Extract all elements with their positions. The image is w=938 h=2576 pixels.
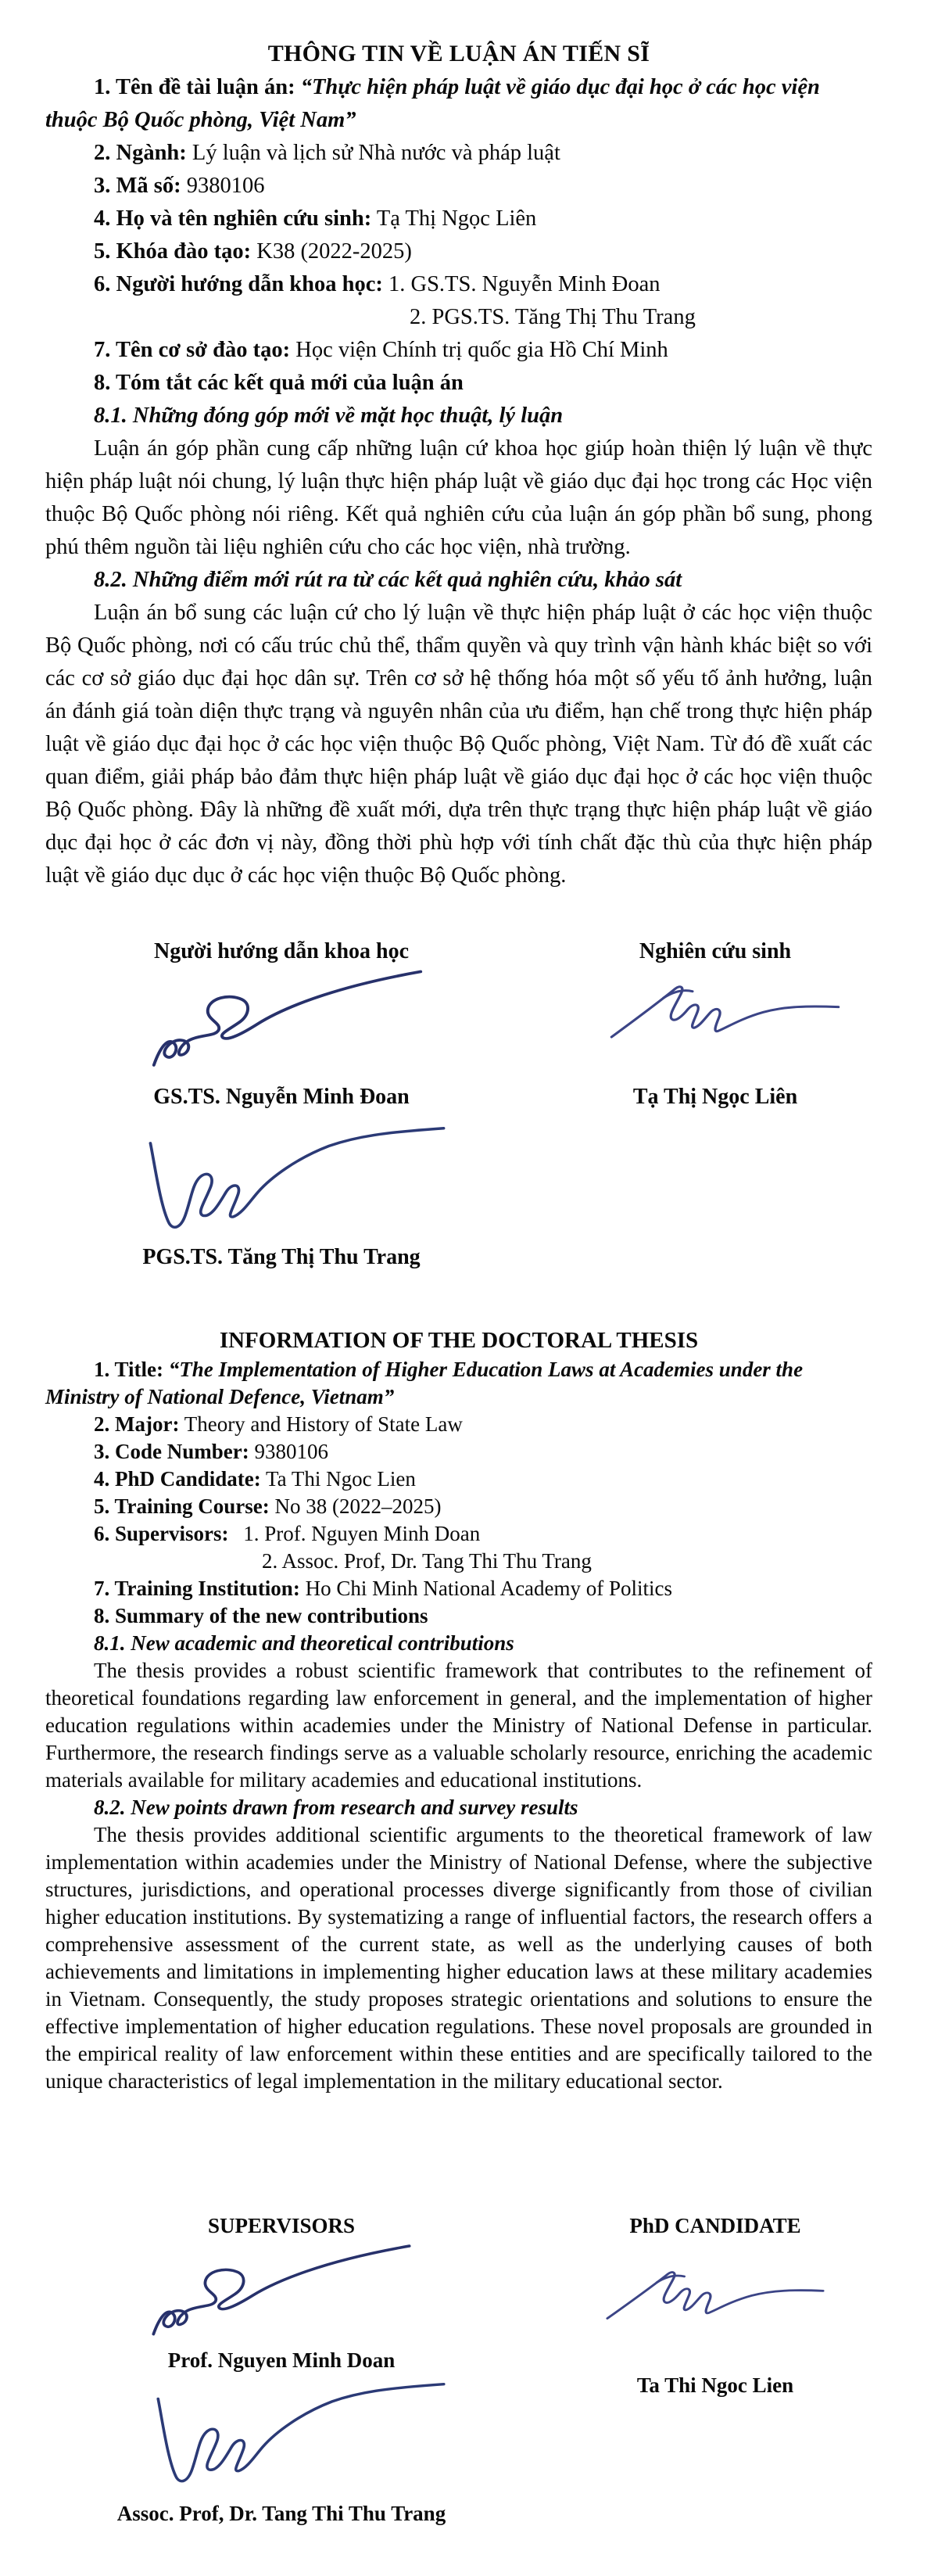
en-item-summary-heading [45,1602,872,1630]
vi-item-major [45,137,872,170]
vi-item-supervisors-label: 6. Người hướng dẫn khoa học: [94,272,383,296]
vi-item-code [45,170,872,203]
vi-heading-8-2: 8.2. Những điểm mới rút ra từ các kết quả nghiên cứu, khảo sát [94,568,682,592]
en-item-major-label: 2. Major: [94,1412,180,1436]
signature-tang-thi-thu-trang [152,2383,449,2496]
vi-supervisor-1-name: GS.TS. Nguyễn Minh Đoan [153,1085,410,1109]
en-item-thesis-title-value: “The Implementation of Higher Education Laws at Academies under the Ministry of National Defence, Vietnam” [45,1358,804,1408]
vi-item-supervisor-2-line [45,301,872,334]
en-item-institution-label: 7. Training Institution: [94,1577,300,1600]
signature-tang-thi-thu-trang [145,1127,449,1243]
en-item-institution-value: Ho Chi Minh National Academy of Politics [305,1577,673,1600]
vi-supervisor-role-label: Người hướng dẫn khoa học [153,939,410,963]
vi-item-supervisor-2: 2. PGS.TS. Tăng Thị Thu Trang [410,305,696,329]
en-section [0,1326,938,2095]
en-item-major-value: Theory and History of State Law [184,1412,463,1436]
vi-item-course [45,235,872,268]
vi-signature-block [0,892,938,1315]
vi-item-course-value: K38 (2022-2025) [256,239,412,264]
en-item-code-label: 3. Code Number: [94,1440,249,1463]
vi-candidate-role-label: Nghiên cứu sinh [639,939,792,963]
en-item-supervisors-label: 6. Supervisors: [94,1522,229,1545]
vi-item-candidate [45,203,872,235]
vi-item-institution-value: Học viện Chính trị quốc gia Hồ Chí Minh [295,338,668,362]
en-item-thesis-title [45,1356,872,1411]
vi-page-title: THÔNG TIN VỀ LUẬN ÁN TIẾN SĨ [267,41,650,66]
vi-item-institution [45,334,872,367]
vi-paragraph-8-1: Luận án góp phần cung cấp những luận cứ khoa học giúp hoàn thiện lý luận về thực hiện pháp luật nói chung, lý luận thực hiện pháp luật về giáo dục đại học trong các Học viện thuộc Bộ Quốc phòng nói riêng. Kết quả nghiên cứu của luận án góp phần bổ sung, phong phú thêm nguồn tài liệu nghiên cứu cho các học viện, nhà trường. [45,436,872,559]
vi-supervisor-2-name: PGS.TS. Tăng Thị Thu Trang [142,1245,421,1269]
signature-ta-thi-ngoc-lien [606,974,844,1053]
vi-item-candidate-label: 4. Họ và tên nghiên cứu sinh: [94,206,372,231]
en-heading-8-1: 8.1. New academic and theoretical contributions [94,1631,514,1655]
vi-item-candidate-value: Tạ Thị Ngọc Liên [376,206,537,231]
en-item-code [45,1438,872,1466]
en-item-course-label: 5. Training Course: [94,1494,270,1518]
vi-item-code-label: 3. Mã số: [94,174,181,198]
en-item-supervisor-2: 2. Assoc. Prof, Dr. Tang Thi Thu Trang [262,1549,592,1573]
en-item-institution [45,1575,872,1602]
en-paragraph-8-2: The thesis provides additional scientific arguments to the theoretical framework of law implementation within academies under the Ministry of National Defense, where the subjective structures, jurisdictions, and operational processes diverge significantly from those of civilian higher education institutions. By systematizing a range of influential factors, the research offers a comprehensive assessment of the current state, as well as the underlying causes of both achievements and limitations in implementing higher education laws at these military academies in Vietnam. Consequently, the study proposes strategic orientations and solutions to ensure the effective implementation of higher education regulations. These novel proposals are grounded in the empirical reality of law enforcement within these entities and are specifically tailored to the unique characteristics of legal implementation in the military educational sector. [45,1823,872,2093]
en-item-supervisors [45,1520,872,1548]
en-heading-8-2: 8.2. New points drawn from research and survey results [94,1796,578,1819]
en-item-course [45,1493,872,1520]
en-item-candidate [45,1466,872,1493]
vi-item-major-label: 2. Ngành: [94,141,187,165]
en-candidate-role-label: PhD CANDIDATE [629,2214,801,2237]
vi-item-thesis-title-value: “Thực hiện pháp luật về giáo dục đại học ở các học viện thuộc Bộ Quốc phòng, Việt Nam” [45,75,820,132]
en-item-candidate-value: Ta Thi Ngoc Lien [266,1467,416,1491]
en-item-course-value: No 38 (2022–2025) [274,1494,442,1518]
en-item-thesis-title-label: 1. Title: [94,1358,164,1381]
en-supervisor-1-name: Prof. Nguyen Minh Doan [167,2348,396,2372]
en-paragraph-8-1: The thesis provides a robust scientific framework that contributes to the refinement of theoretical foundations regarding law enforcement in general, and the implementation of higher education regulations within academies under the Ministry of National Defense in particular. Furthermore, the research findings serve as a valuable scholarly resource, enriching the academic materials available for military academies and educational institutions. [45,1659,872,1792]
en-page-title: INFORMATION OF THE DOCTORAL THESIS [219,1328,699,1353]
signature-nguyen-minh-doan [145,2241,418,2344]
en-item-code-value: 9380106 [254,1440,328,1463]
en-signature-block [0,2176,938,2576]
signature-nguyen-minh-doan [145,966,430,1075]
vi-item-institution-label: 7. Tên cơ sở đào tạo: [94,338,291,362]
vi-item-major-value: Lý luận và lịch sử Nhà nước và pháp luật [192,141,560,165]
en-item-supervisor-2-line [45,1548,872,1575]
vi-item-thesis-title [45,71,872,137]
en-item-candidate-label: 4. PhD Candidate: [94,1467,261,1491]
vi-item-summary-label: 8. Tóm tắt các kết quả mới của luận án [94,371,464,395]
en-item-supervisor-1: 1. Prof. Nguyen Minh Doan [243,1522,481,1545]
vi-item-supervisor-1: 1. GS.TS. Nguyễn Minh Đoan [388,272,661,296]
en-candidate-name: Ta Thi Ngoc Lien [636,2373,794,2397]
vi-item-thesis-title-label: 1. Tên đề tài luận án: [94,75,295,99]
vi-heading-8-1: 8.1. Những đóng góp mới về mặt học thuật, lý luận [94,404,564,428]
vi-paragraph-8-2: Luận án bổ sung các luận cứ cho lý luận về thực hiện pháp luật ở các học viện thuộc Bộ Quốc phòng, nơi có cấu trúc chủ thể, thẩm quyền và quy trình vận hành khác biệt so với các cơ sở giáo dục đại học dân sự. Trên cơ sở hệ thống hóa một số yếu tố ảnh hưởng, luận án đánh giá toàn diện thực trạng và nguyên nhân của ưu điểm, hạn chế trong thực hiện pháp luật về giáo dục đại học ở các học viện thuộc Bộ Quốc phòng, Việt Nam. Từ đó đề xuất các quan điểm, giải pháp bảo đảm thực hiện pháp luật về giáo dục đại học ở các học viện thuộc Bộ Quốc phòng. Đây là những đề xuất mới, dựa trên thực trạng thực hiện pháp luật về giáo dục đại học ở các đơn vị này, đồng thời phù hợp với tính chất đặc thù của thực hiện pháp luật về giáo dục dục ở các học viện thuộc Bộ Quốc phòng. [45,601,872,888]
vi-item-supervisors [45,268,872,301]
vi-item-course-label: 5. Khóa đào tạo: [94,239,252,264]
en-item-major [45,1411,872,1438]
vi-item-code-value: 9380106 [186,174,265,198]
en-supervisor-2-name: Assoc. Prof, Dr. Tang Thi Thu Trang [116,2502,446,2525]
vi-candidate-name: Tạ Thị Ngọc Liên [632,1085,798,1109]
vi-item-summary-heading [45,367,872,400]
en-supervisor-role-label: SUPERVISORS [207,2214,356,2237]
signature-ta-thi-ngoc-lien [602,2261,829,2333]
en-item-summary-label: 8. Summary of the new contributions [94,1604,428,1627]
vi-section [0,0,938,892]
